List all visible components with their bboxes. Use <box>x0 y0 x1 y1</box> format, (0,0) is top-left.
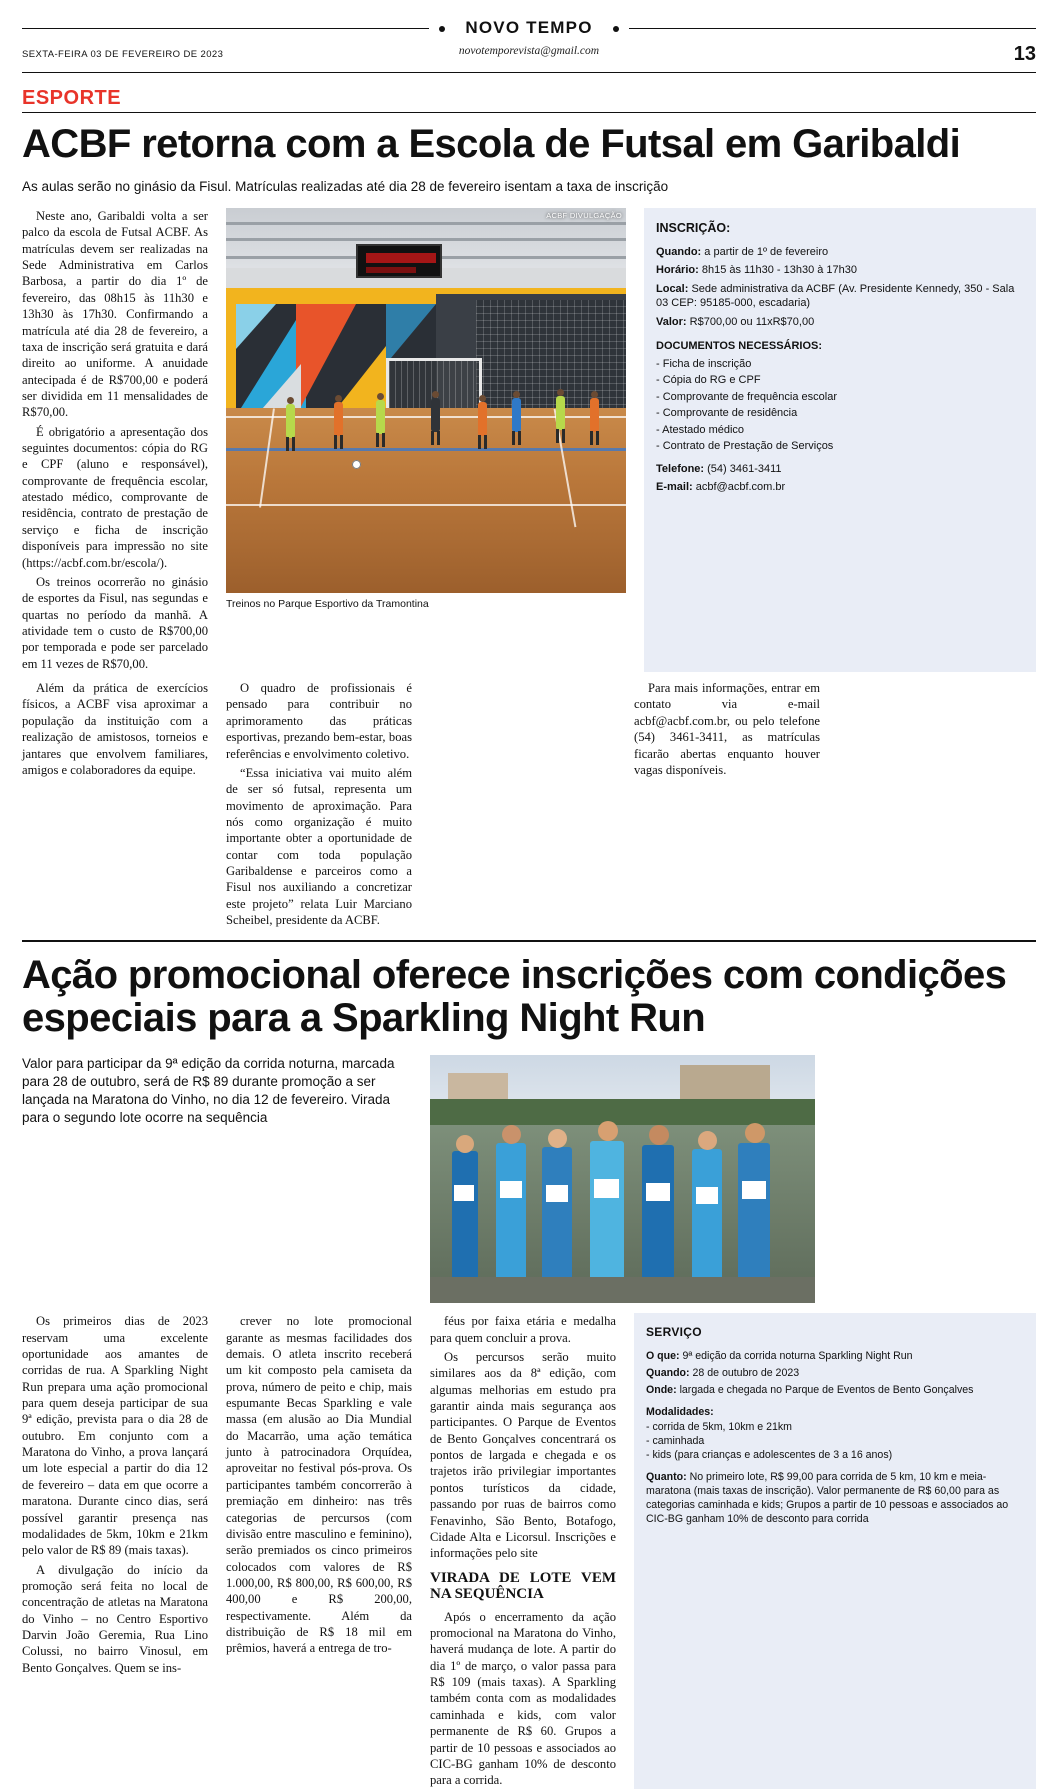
player-head <box>335 395 342 402</box>
player-1 <box>286 404 295 438</box>
servicebox-onde-label: Onde: <box>646 1384 677 1397</box>
infobox-horario-label: Horário: <box>656 264 699 277</box>
ceiling-beam-1 <box>226 222 626 225</box>
article1-headline: ACBF retorna com a Escola de Futsal em Garibaldi <box>22 122 961 166</box>
runner-2-bib <box>500 1181 522 1198</box>
issue-date: SEXTA-FEIRA 03 DE FEVEREIRO DE 2023 <box>22 49 224 60</box>
player-leg-r <box>518 431 521 445</box>
infobox-local-label: Local: <box>656 282 689 295</box>
scoreboard-led-row <box>366 253 436 263</box>
infobox-email <box>656 480 1024 495</box>
player-leg-l <box>590 431 593 445</box>
servico-box <box>634 1313 1036 1788</box>
servicebox-quando <box>646 1366 1024 1380</box>
player-head <box>377 393 384 400</box>
infobox-valor <box>656 315 1024 330</box>
mural-shape-4 <box>386 304 436 364</box>
player-goalkeeper <box>431 398 440 432</box>
photo-caption: Treinos no Parque Esportivo da Tramontina <box>226 598 429 610</box>
player-2 <box>334 402 343 436</box>
list-item: - Contrato de Prestação de Serviços <box>656 440 834 453</box>
infobox-email-label: E-mail: <box>656 481 693 494</box>
infobox-local <box>656 282 1024 311</box>
list-item: - caminhada <box>646 1434 705 1447</box>
servicebox-modalidades-group <box>646 1405 1024 1461</box>
infobox-title: INSCRIÇÃO: <box>656 221 731 235</box>
player-leg-r <box>437 431 440 445</box>
article2-c3-p3: Após o encerramento da ação promocional na Maratona do Vinho, haverá mudança de lote. A partir do dia 1º de março, o valor passa para R$ 109 (mais taxas). A Sparkling também conta com as modalidades caminhada e kids, com valor permanente de R$ 60. Grupos a partir de 10 pessoas e associados ao CIC-BG ganham 10% de desconto para a corrida. <box>430 1609 616 1788</box>
runner-2 <box>496 1143 526 1283</box>
runner-4 <box>590 1141 624 1287</box>
player-3 <box>376 400 385 434</box>
player-leg-r <box>596 431 599 445</box>
article1-column-3 <box>430 680 616 928</box>
photo-ground <box>430 1277 815 1303</box>
article1-column-1-cont <box>22 680 208 928</box>
list-item: - Ficha de inscrição <box>656 357 752 370</box>
infobox-quando <box>656 245 1024 260</box>
servicebox-modalidades-label: Modalidades: <box>646 1406 714 1419</box>
masthead-email: novotemporevista@gmail.com <box>458 45 600 57</box>
article2-lead: Valor para participar da 9ª edição da corrida noturna, marcada para 28 de outubro, será de R$ 89 durante promoção a ser lançada na Maratona do Vinho, no dia 12 de fevereiro. Virada para o segundo lote ocorre na sequência <box>22 1056 395 1126</box>
player-head <box>591 391 598 398</box>
article2-c3-p2: Os percursos serão muito similares aos da 8ª edição, com algumas melhorias em estudo pra garantir ainda mais segurança aos participantes. O Parque de Eventos de Bento Gonçalves concentrará os pontos de largada e chegada e os trajetos irão privilegiar importantes pontos turísticos da cidade, passando por ruas de bairros como Fenavinho, São Bento, Botafogo, Cidade Alta e Licorsul. Inscrições e informações pelo site <box>430 1349 616 1561</box>
servicebox-oque-value: 9ª edição da corrida noturna Sparkling Night Run <box>682 1350 913 1363</box>
court-line-2 <box>226 504 626 506</box>
infobox-email-value: acbf@acbf.com.br <box>695 481 786 494</box>
gym-net <box>476 300 626 412</box>
list-item: - kids (para crianças e adolescentes de 3 a 16 anos) <box>646 1448 893 1461</box>
article1-c2-p1: O quadro de profissionais é pensado para contribuir no aprimoramento das práticas esportivas, prezando bem-estar, boas referências e envolvimento coletivo. <box>226 681 412 761</box>
player-leg-r <box>340 435 343 449</box>
infobox-quando-value: a partir de 1º de fevereiro <box>704 245 829 258</box>
list-item: - Cópia do RG e CPF <box>656 374 761 387</box>
player-7 <box>590 398 599 432</box>
infobox-quando-label: Quando: <box>656 245 702 258</box>
runner-5-bib <box>646 1183 670 1201</box>
player-leg-r <box>382 433 385 447</box>
rule-left <box>22 28 429 29</box>
article1-bottom-grid <box>22 680 1036 928</box>
scoreboard-led-row-2 <box>366 267 416 273</box>
list-item: - Atestado médico <box>656 423 745 436</box>
runner-6 <box>692 1149 722 1285</box>
infobox-valor-label: Valor: <box>656 315 687 328</box>
infobox-telefone-label: Telefone: <box>656 462 705 475</box>
player-head <box>432 391 439 398</box>
servicebox-oque <box>646 1349 1024 1363</box>
runner-1-bib <box>454 1185 474 1201</box>
article2-column-1 <box>22 1313 208 1788</box>
rule-dot-left <box>439 26 445 32</box>
article1-spacer <box>838 680 1036 928</box>
article2-columns <box>22 1313 1036 1788</box>
mural-shape-6 <box>236 304 276 349</box>
inscricao-infobox <box>644 208 1036 672</box>
court-line-3 <box>259 408 275 507</box>
list-item: - Comprovante de frequência escolar <box>656 390 837 403</box>
player-leg-l <box>334 435 337 449</box>
infobox-docs-title: DOCUMENTOS NECESSÁRIOS: <box>656 340 823 353</box>
player-leg-l <box>556 429 559 443</box>
runner-5 <box>642 1145 674 1287</box>
infobox-telefone <box>656 462 1024 477</box>
masthead <box>22 0 1036 73</box>
infobox-local-value: Sede administrativa da ACBF (Av. Presidente Kennedy, 350 - Sala 03 CEP: 95185-000, escadaria) <box>656 282 1015 310</box>
article1-photo-wrap <box>226 208 626 672</box>
player-4 <box>478 402 487 436</box>
servicebox-quando-value: 28 de outubro de 2023 <box>692 1367 800 1380</box>
masthead-bottom-rule <box>22 72 1036 73</box>
article2-top-grid <box>22 1055 1036 1303</box>
article2-c1-p2: A divulgação do início da promoção será feita no local de concentração de atletas na Maratona do Vinho – no Centro Esportivo Darvin João Geremia, Rua Lino Colussi, no bairro Vinosul, em Bento Gonçalves. Quem se ins- <box>22 1562 208 1675</box>
futsal-gym-photo <box>226 208 626 593</box>
article1-p3: Os treinos ocorrerão no ginásio de esportes da Fisul, nas segundas e quartas no período da manhã. A atividade tem o custo de R$700,00 por temporada e pode ser parcelado em 11 vezes de R$70,00. <box>22 574 208 671</box>
servicebox-onde-value: largada e chegada no Parque de Eventos de Bento Gonçalves <box>679 1384 974 1397</box>
article1-c2-p2: “Essa iniciativa vai muito além de ser só futsal, representa um movimento de aproximação. Para nós como organização é muito importante obter a oportunidade de contar com toda população Garibaldense e parceiros como a Fisul nos auxiliando a concretizar este projeto” relata Luir Marciano Scheibel, presidente da ACBF. <box>226 765 412 928</box>
article1-p1: Neste ano, Garibaldi volta a ser palco da escola de Futsal ACBF. As matrículas devem ser realizadas na Sede Administrativa em Carlos Barbosa, a partir do dia 1º de fevereiro, das 08h15 às 11h30 e 13h30 às 17h30. Confirmando a matrícula até dia 28 de fevereiro, a taxa de inscrição será gratuita e dará direito ao uniforme. A anuidade antecipada é de R$700,00 e poderá ser dividida em 11 mensalidades de R$70,00. <box>22 209 208 420</box>
photo-credit: ACBF DIVULGAÇÃO <box>546 211 622 220</box>
article2-c1-p1: Os primeiros dias de 2023 reservam uma excelente oportunidade aos amantes de corridas de rua. A Sparkling Night Run prepara uma ação promocional para quem deseja participar de sua 9ª edição, prevista para o dia 28 de outubro. Em conjunto com a Maratona do Vinho, a prova lançará um lote especial a partir do dia 12 de fevereiro – data em que ocorre a maratona. Durante cinco dias, será possível garantir presença nas modalidades de 5km, 10km e 21km pelo valor de R$ 89 (mais taxas). <box>22 1314 208 1558</box>
player-head <box>557 389 564 396</box>
list-item: - Comprovante de residência <box>656 407 798 420</box>
player-head <box>479 395 486 402</box>
futsal-ball <box>352 460 361 469</box>
article1-column-2 <box>226 680 412 928</box>
masthead-title: NOVO TEMPO <box>465 18 593 37</box>
article2-headline: Ação promocional oferece inscrições com condições especiais para a Sparkling Night Run <box>22 953 1007 1040</box>
kicker-rule <box>22 112 1036 113</box>
player-leg-r <box>562 429 565 443</box>
runner-4-bib <box>594 1179 619 1198</box>
article1-top-grid <box>22 208 1036 672</box>
article1-p4: Além da prática de exercícios físicos, a ACBF visa aproximar a população da instituição com a realização de amistosos, torneios e jantares que envolvem familiares, amigos e colaboradores da equipe. <box>22 681 208 777</box>
infobox-telefone-value: (54) 3461-3411 <box>707 462 782 475</box>
article-separator-rule <box>22 940 1036 942</box>
ceiling-beam-2 <box>226 238 626 241</box>
article2-column-2 <box>226 1313 412 1788</box>
article1-p2: É obrigatório a apresentação dos seguintes documentos: cópia do RG e CPF (aluno e responsável), comprovante de frequência escolar, atestado médico, comprovante de residência, contrato de prestação de serviço e ficha de inscrição disponíveis para impressão no site (https://acbf.com.br/escola/). <box>22 424 208 570</box>
servicebox-quando-label: Quando: <box>646 1367 690 1380</box>
player-leg-l <box>512 431 515 445</box>
masthead-rule <box>22 16 1036 41</box>
player-leg-l <box>286 437 289 451</box>
servicebox-onde <box>646 1383 1024 1397</box>
runner-3 <box>542 1147 572 1285</box>
article2-column-3 <box>430 1313 616 1788</box>
rule-dot-right <box>613 26 619 32</box>
player-6 <box>556 396 565 430</box>
article2-subhead: VIRADA DE LOTE VEM NA SEQUÊNCIA <box>430 1569 616 1603</box>
runner-3-bib <box>546 1185 568 1202</box>
rule-right <box>629 28 1036 29</box>
article1-column-1 <box>22 208 208 672</box>
player-leg-l <box>478 435 481 449</box>
player-5 <box>512 398 521 432</box>
servicebox-title: SERVIÇO <box>646 1325 702 1340</box>
player-head <box>287 397 294 404</box>
servicebox-quanto <box>646 1470 1024 1526</box>
article1-c3-p1: Para mais informações, entrar em contato via e-mail acbf@acbf.com.br, ou pelo telefone (54) 3461-3411, as matrículas ficarão abertas enquanto houver vagas disponíveis. <box>634 681 820 777</box>
list-item: - corrida de 5km, 10km e 21km <box>646 1420 793 1433</box>
runner-7-bib <box>742 1181 766 1199</box>
article1-column-4 <box>634 680 820 928</box>
page-number: 13 <box>1013 43 1036 65</box>
player-leg-r <box>484 435 487 449</box>
player-head <box>513 391 520 398</box>
runner-7 <box>738 1143 770 1285</box>
servicebox-quanto-value: No primeiro lote, R$ 99,00 para corrida de 5 km, 10 km e meia-maratona (mais taxas de inscrição). Valor permanente de R$ 60,00 para as categorias caminhada e kids; Grupos a partir de 10 pessoas e associados ao CIC-BG ganham 10% de desconto para corrida <box>646 1470 1009 1525</box>
player-leg-l <box>376 433 379 447</box>
player-leg-r <box>292 437 295 451</box>
infobox-valor-value: R$700,00 ou 11xR$70,00 <box>689 315 815 328</box>
player-leg-l <box>431 431 434 445</box>
article2-c3-p1: féus por faixa etária e medalha para quem concluir a prova. <box>430 1314 616 1345</box>
runner-6-bib <box>696 1187 718 1204</box>
infobox-docs-list <box>656 357 1024 454</box>
night-run-photo <box>430 1055 815 1303</box>
infobox-horario <box>656 263 1024 278</box>
article1-deck: As aulas serão no ginásio da Fisul. Matrículas realizadas até dia 28 de fevereiro isentam a taxa de inscrição <box>22 179 669 194</box>
scoreboard <box>356 244 442 278</box>
article2-c2-p1: crever no lote promocional garante as mesmas facilidades dos demais. O atleta inscrito receberá um kit composto pela camiseta da prova, número de peito e chip, mais espumante Becas Sparkling e vale massa (em alusão ao Dia Mundial do Macarrão, uma ação temática junto à patrocinadora Orquídea, aproveitar no festival pós-prova. Os participantes também concorrerão à premiação em dinheiro: nas três categorias de percursos (com divisão entre masculino e feminino), serão premiados os cinco primeiros colocados com valores de R$ 1.000,00, R$ 800,00, R$ 600,00, R$ 400,00 e R$ 200,00, respectivamente. Além da distribuição de R$ 18 mil em prêmios, haverá a entrega de tro- <box>226 1314 412 1656</box>
servicebox-oque-label: O que: <box>646 1350 680 1363</box>
servicebox-quanto-label: Quanto: <box>646 1470 687 1483</box>
section-kicker: ESPORTE <box>22 87 122 109</box>
infobox-horario-value: 8h15 às 11h30 - 13h30 à 17h30 <box>701 264 857 277</box>
runner-1 <box>452 1151 478 1281</box>
